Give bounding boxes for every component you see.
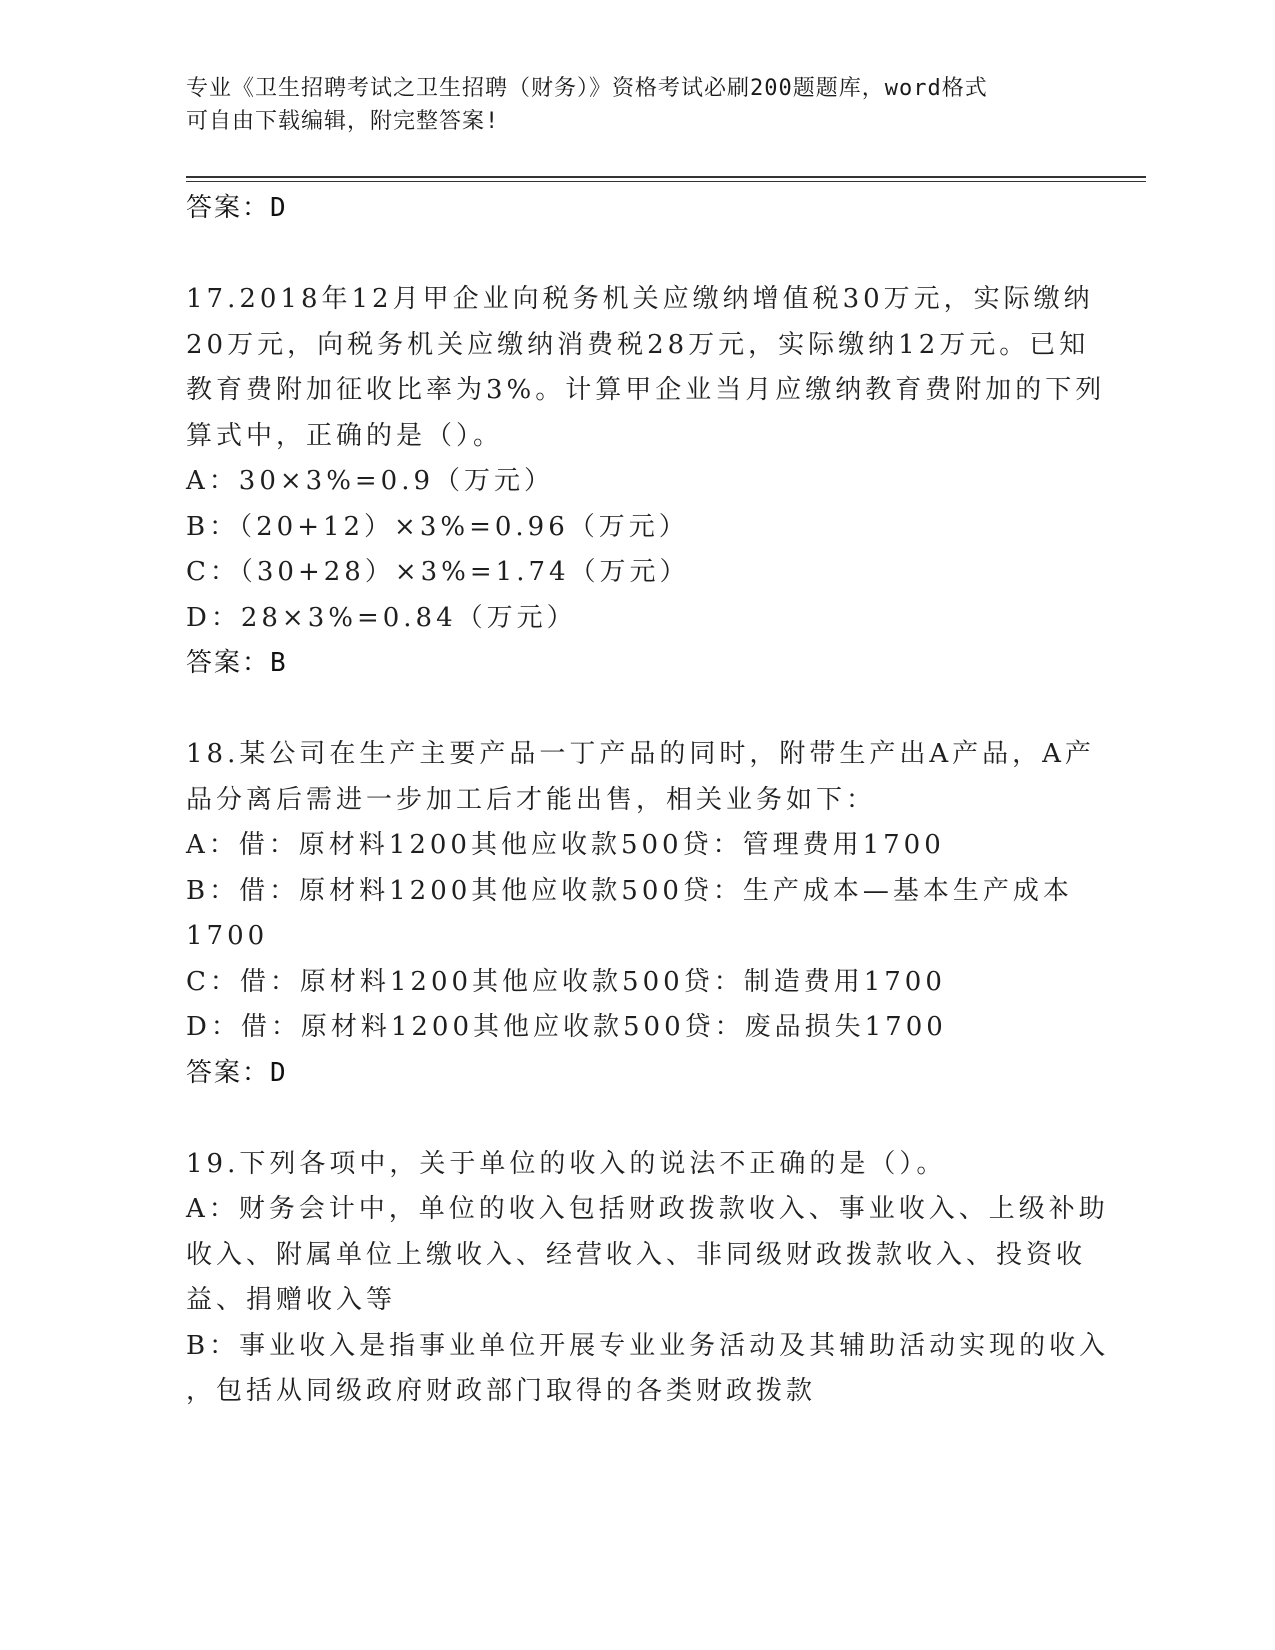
header-line-1: 专业《卫生招聘考试之卫生招聘（财务）》资格考试必刷200题题库，word格式	[186, 76, 988, 101]
option-a: A：30×3%=0.9（万元）	[186, 466, 555, 496]
question-text-line: 品分离后需进一步加工后才能出售，相关业务如下：	[186, 784, 877, 815]
spacer	[186, 687, 1086, 733]
question-text-line: 18.某公司在生产主要产品一丁产品的同时，附带生产出A产品，A产	[186, 739, 1095, 769]
header-line-2: 可自由下载编辑，附完整答案!	[186, 109, 500, 134]
option-a-continued: 收入、附属单位上缴收入、经营收入、非同级财政拨款收入、投资收	[186, 1239, 1087, 1270]
option-b-continued: ，包括从同级政府财政部门取得的各类财政拨款	[186, 1376, 817, 1406]
question-text-line: 教育费附加征收比率为3%。计算甲企业当月应缴纳教育费附加的下列	[186, 375, 1106, 405]
option-d: D：借：原材料1200其他应收款500贷：废品损失1700	[186, 1012, 947, 1042]
question-text-line: 19.下列各项中，关于单位的收入的说法不正确的是（）。	[186, 1148, 947, 1179]
option-c: C：（30+28）×3%=1.74（万元）	[186, 557, 690, 587]
document-body	[186, 186, 1110, 1415]
question-19	[186, 1142, 1110, 1415]
option-c: C：借：原材料1200其他应收款500贷：制造费用1700	[186, 966, 946, 997]
header-divider-thick	[186, 176, 1146, 178]
option-d: D：28×3%=0.84（万元）	[186, 602, 577, 633]
spacer	[186, 1096, 1086, 1142]
answer: 答案：B	[186, 648, 288, 678]
question-text-line: 算式中，正确的是（）。	[186, 420, 504, 451]
option-b: B：（20+12）×3%=0.96（万元）	[186, 511, 689, 542]
document-header	[186, 72, 1056, 138]
option-a: A：财务会计中，单位的收入包括财政拨款收入、事业收入、上级补助	[186, 1194, 1109, 1224]
option-a-continued: 益、捐赠收入等	[186, 1285, 397, 1315]
option-b: B：事业收入是指事业单位开展专业业务活动及其辅助活动实现的收入	[186, 1330, 1110, 1361]
header-divider-thin	[186, 181, 1146, 182]
question-text-line: 20万元，向税务机关应缴纳消费税28万元，实际缴纳12万元。已知	[186, 329, 1090, 360]
previous-answer: 答案：D	[186, 193, 288, 223]
question-18	[186, 732, 1095, 1096]
question-text-line: 17.2018年12月甲企业向税务机关应缴纳增值税30万元，实际缴纳	[186, 284, 1094, 314]
answer: 答案：D	[186, 1057, 288, 1088]
option-a: A：借：原材料1200其他应收款500贷：管理费用1700	[186, 830, 945, 860]
question-17	[186, 277, 1106, 687]
option-b-continued: 1700	[186, 921, 269, 951]
option-b: B：借：原材料1200其他应收款500贷：生产成本—基本生产成本	[186, 875, 1073, 906]
spacer	[186, 232, 1086, 278]
